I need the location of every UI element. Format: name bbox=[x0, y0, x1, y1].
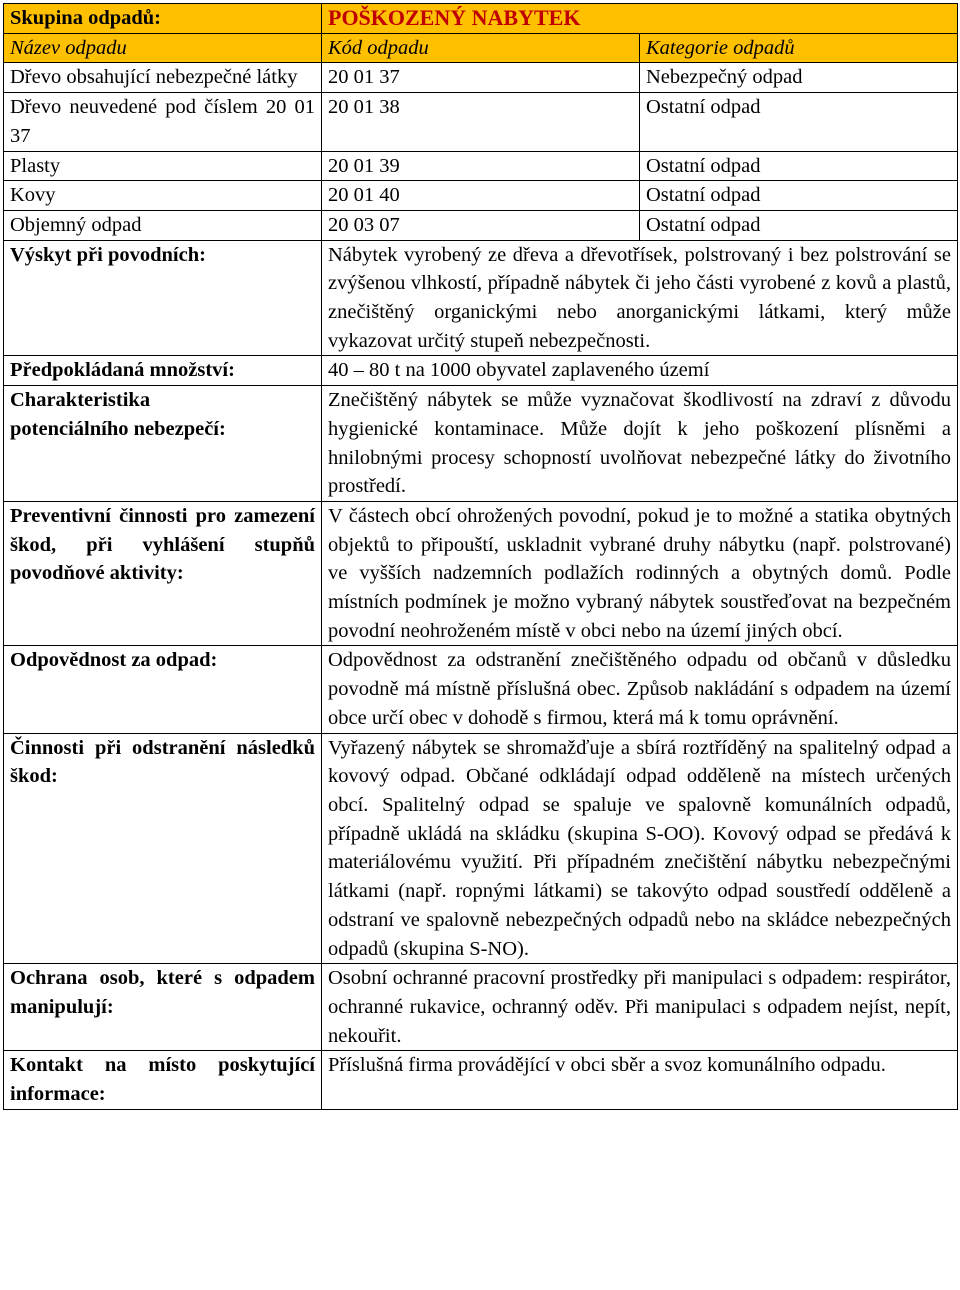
waste-code: 20 01 39 bbox=[322, 151, 640, 181]
waste-category: Ostatní odpad bbox=[640, 93, 958, 151]
waste-category: Ostatní odpad bbox=[640, 181, 958, 211]
section-label: Charakteristika potenciálního nebezpečí: bbox=[4, 386, 322, 502]
group-value: POŠKOZENÝ NABYTEK bbox=[322, 4, 958, 34]
section-text: Nábytek vyrobený ze dřeva a dřevotřísek, polstrovaný i bez polstrování se zvýšenou vlhkostí, případně nábytek či jeho části vyrobené z kovů a plastů, znečištěný organickými nebo anorganickými látkami, který může vykazovat určitý stupeň nebezpečnosti. bbox=[322, 240, 958, 356]
section-row bbox=[4, 386, 958, 502]
waste-category: Ostatní odpad bbox=[640, 210, 958, 240]
header-code: Kód odpadu bbox=[322, 33, 640, 63]
section-text: Vyřazený nábytek se shromažďuje a sbírá roztříděný na spalitelný odpad a kovový odpad. Občané odkládají odpad odděleně na místech určených obcí. Spalitelný odpad se spaluje ve spalovně komunálních odpadů, případně ukládá na skládku (skupina S-OO). Kovový odpad se předává k materiálovému využití. Při případném znečištění nábytku nebezpečnými látkami (např. ropnými látkami) se takovýto odpad soustředí odděleně a odstraní ve spalovně nebezpečných odpadů nebo na skládce nebezpečných odpadů (skupina S-NO). bbox=[322, 733, 958, 964]
section-row bbox=[4, 356, 958, 386]
waste-code: 20 01 37 bbox=[322, 63, 640, 93]
group-label: Skupina odpadů: bbox=[4, 4, 322, 34]
waste-row bbox=[4, 181, 958, 211]
waste-code: 20 01 38 bbox=[322, 93, 640, 151]
section-text: Příslušná firma provádějící v obci sběr a svoz komunálního odpadu. bbox=[322, 1051, 958, 1109]
section-row bbox=[4, 240, 958, 356]
waste-name: Dřevo neuvedené pod číslem 20 01 37 bbox=[4, 93, 322, 151]
section-text: 40 – 80 t na 1000 obyvatel zaplaveného území bbox=[322, 356, 958, 386]
section-label: Preventivní činnosti pro zamezení škod, při vyhlášení stupňů povodňové aktivity: bbox=[4, 501, 322, 646]
group-row bbox=[4, 4, 958, 34]
waste-code: 20 01 40 bbox=[322, 181, 640, 211]
waste-row bbox=[4, 63, 958, 93]
waste-row bbox=[4, 93, 958, 151]
section-text: V částech obcí ohrožených povodní, pokud je to možné a statika obytných objektů to připouští, uskladnit vybrané druhy nábytku (např. polstrované) ve vyšších nadzemních podlažích rodinných a obytných domů. Podle místních podmínek je možno vybraný nábytek soustřeďovat na bezpečném povodní neohroženém místě v obci nebo na území jiných obcí. bbox=[322, 501, 958, 646]
section-label: Odpovědnost za odpad: bbox=[4, 646, 322, 733]
section-row bbox=[4, 501, 958, 646]
section-label: Předpokládaná množství: bbox=[4, 356, 322, 386]
waste-code: 20 03 07 bbox=[322, 210, 640, 240]
waste-name: Kovy bbox=[4, 181, 322, 211]
waste-category: Nebezpečný odpad bbox=[640, 63, 958, 93]
section-label: Výskyt při povodních: bbox=[4, 240, 322, 356]
header-name: Název odpadu bbox=[4, 33, 322, 63]
section-label: Činnosti při odstranění následků škod: bbox=[4, 733, 322, 964]
section-text: Osobní ochranné pracovní prostředky při manipulaci s odpadem: respirátor, ochranné rukavice, ochranný oděv. Při manipulaci s odpadem nejíst, nepít, nekouřit. bbox=[322, 964, 958, 1051]
waste-name: Objemný odpad bbox=[4, 210, 322, 240]
waste-name: Dřevo obsahující nebezpečné látky bbox=[4, 63, 322, 93]
header-row bbox=[4, 33, 958, 63]
section-text: Odpovědnost za odstranění znečištěného odpadu od občanů v důsledku povodně má místně příslušná obec. Způsob nakládání s odpadem na území obce určí obec v dohodě s firmou, která má k tomu oprávnění. bbox=[322, 646, 958, 733]
section-row bbox=[4, 1051, 958, 1109]
section-label: Kontakt na místo poskytující informace: bbox=[4, 1051, 322, 1109]
waste-category: Ostatní odpad bbox=[640, 151, 958, 181]
waste-name: Plasty bbox=[4, 151, 322, 181]
header-category: Kategorie odpadů bbox=[640, 33, 958, 63]
waste-row bbox=[4, 210, 958, 240]
waste-row bbox=[4, 151, 958, 181]
section-row bbox=[4, 646, 958, 733]
section-text: Znečištěný nábytek se může vyznačovat škodlivostí na zdraví z důvodu hygienické kontaminace. Může dojít k jeho poškození plísněmi a hnilobnými procesy schopností uvolňovat nebezpečné látky do životního prostředí. bbox=[322, 386, 958, 502]
waste-sheet-table bbox=[3, 3, 958, 1110]
section-row bbox=[4, 964, 958, 1051]
section-row bbox=[4, 733, 958, 964]
section-label: Ochrana osob, které s odpadem manipulují: bbox=[4, 964, 322, 1051]
